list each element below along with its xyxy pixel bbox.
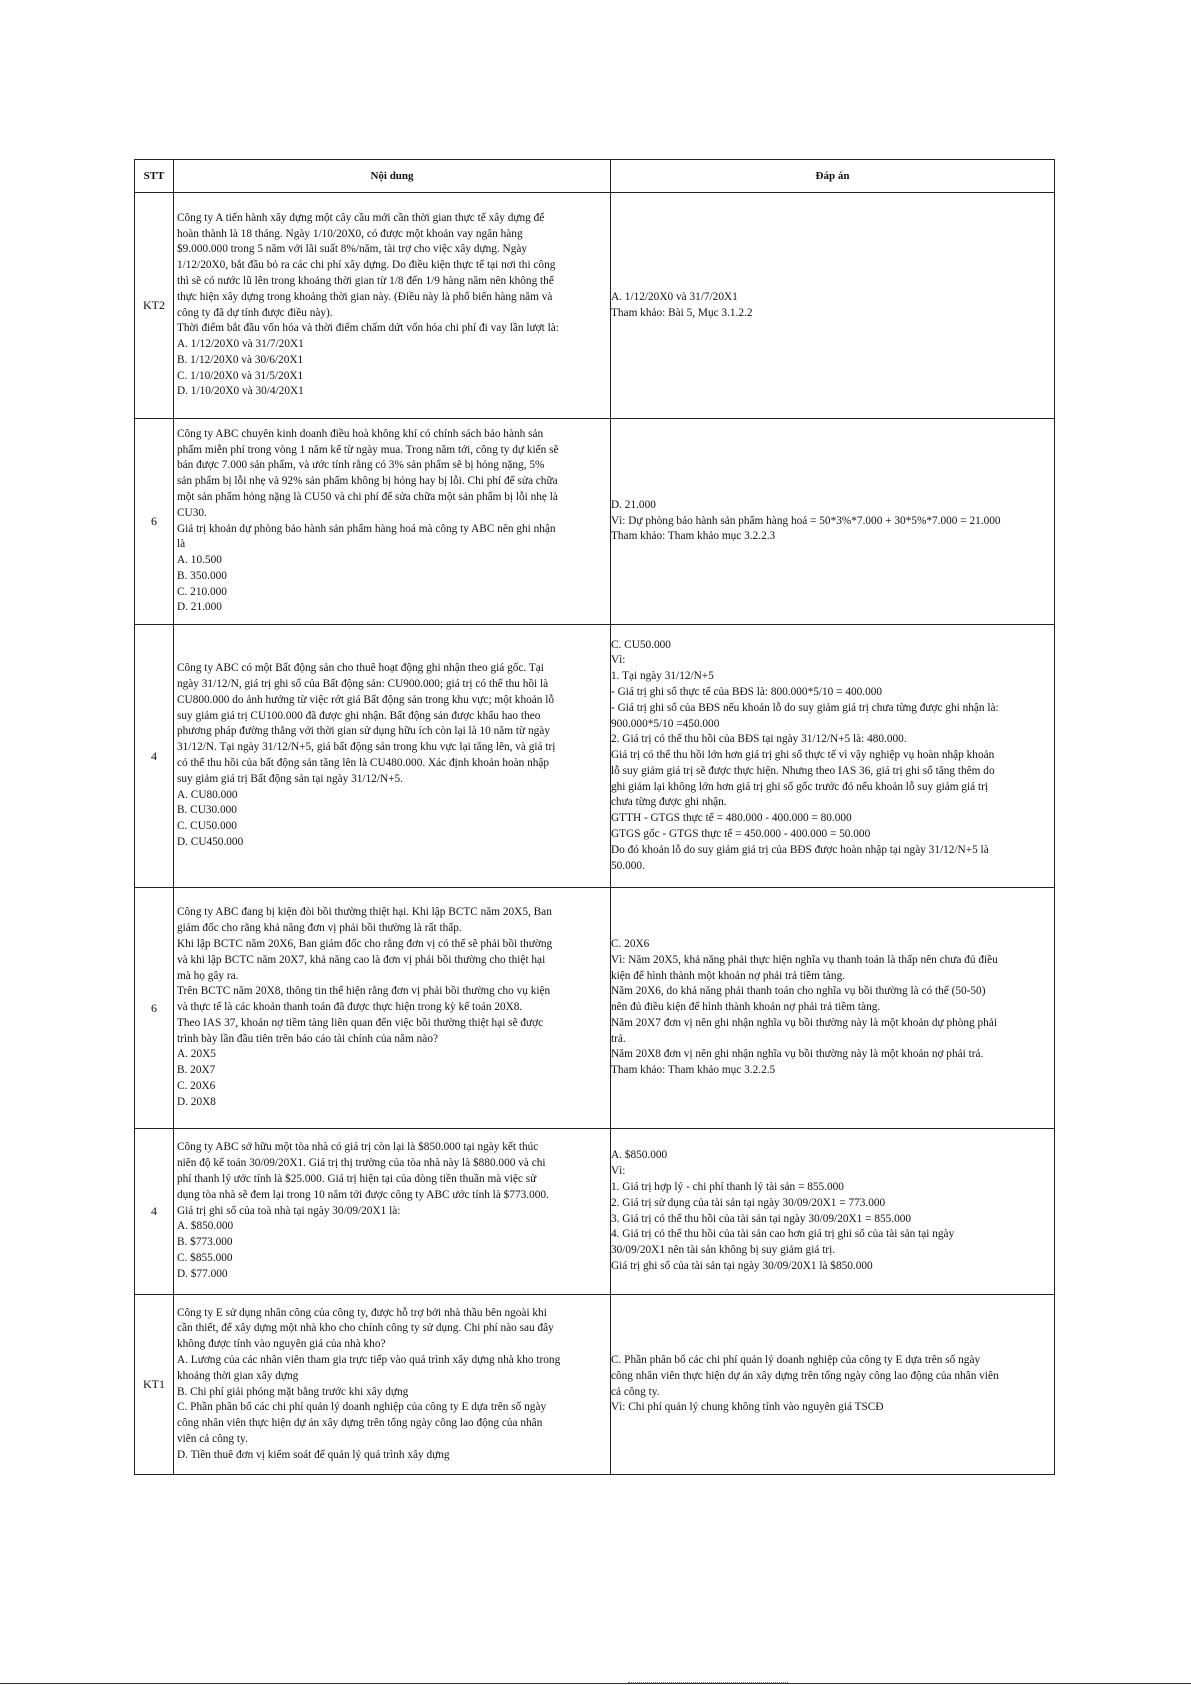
text-line: B. CU30.000 <box>177 804 237 817</box>
text-line: và khi lập BCTC năm 20X7, khả năng cao là đơn vị phải bồi thường cho thiệt hại <box>177 953 546 966</box>
text-line: C. $855.000 <box>177 1251 233 1264</box>
answer-cell <box>611 625 1055 888</box>
text-line: GTTH - GTGS thực tế = 480.000 - 400.000 = 80.000 <box>611 812 852 825</box>
text-line: Vì: Năm 20X5, khả năng phải thực hiện nghĩa vụ thanh toán là thấp nên chưa đủ điều <box>611 953 998 966</box>
row-stt: 4 <box>135 625 174 888</box>
text-line: phẩm miễn phí trong vòng 1 năm kể từ ngày mua. Trong năm tới, công ty dự kiến sẽ <box>177 443 559 456</box>
text-line: C. Phần phân bổ các chi phí quản lý doanh nghiệp của công ty E dựa trên số ngày <box>177 1401 547 1414</box>
table-row <box>135 419 1055 625</box>
text-line: Vì: <box>611 654 626 667</box>
table-row <box>135 193 1055 419</box>
text-line: C. CU50.000 <box>611 638 671 651</box>
text-line: Trên BCTC năm 20X8, thông tin thể hiện rằng đơn vị phải bồi thường cho vụ kiện <box>177 985 551 998</box>
text-line: Năm 20X7 đơn vị nên ghi nhận nghĩa vụ bồi thường này là một khoản dự phòng phải <box>611 1016 997 1029</box>
text-line: $9.000.000 trong 5 năm với lãi suất 8%/năm, tài trợ cho việc xây dựng. Ngày <box>177 243 528 256</box>
row-stt: 4 <box>135 1129 174 1295</box>
table-row <box>135 1129 1055 1295</box>
text-line: Công ty ABC đang bị kiện đòi bồi thường thiệt hại. Khi lập BCTC năm 20X5, Ban <box>177 906 552 919</box>
text-line: D. 1/10/20X0 và 30/4/20X1 <box>177 385 304 398</box>
table-row <box>135 1295 1055 1475</box>
text-line: chưa từng được ghi nhận. <box>611 796 727 809</box>
answer-cell <box>611 1295 1055 1475</box>
text-line: C. 20X6 <box>611 937 650 950</box>
text-line: Giá trị ghi sổ của tài sản tại ngày 30/09/20X1 là $850.000 <box>611 1259 873 1272</box>
answer-cell <box>611 1129 1055 1295</box>
text-line: kiện để hình thành một khoản nợ phải trả tiềm tàng. <box>611 969 846 982</box>
text-line: hoàn thành là 18 tháng. Ngày 1/10/20X0, có được một khoản vay ngân hàng <box>177 227 523 240</box>
text-line: Tham khảo: Tham khảo mục 3.2.2.5 <box>611 1064 776 1077</box>
text-line: nên đủ điều kiện để hình thành khoản nợ phải trả tiềm tàng. <box>611 1001 881 1014</box>
answer-cell <box>611 888 1055 1129</box>
text-line: lỗ suy giảm giá trị sẽ được thực hiện. Nhưng theo IAS 36, giá trị ghi sổ tăng thêm do <box>611 764 995 777</box>
text-line: CU30. <box>177 506 207 519</box>
text-line: và thực tế là các khoản thanh toán đã được thực hiện trong kỳ kế toán 20X8. <box>177 1001 523 1014</box>
row-stt: 6 <box>135 419 174 625</box>
text-line: D. Tiền thuê đơn vị kiểm soát để quản lý quá trình xây dựng <box>177 1448 450 1461</box>
text-line: Năm 20X8 đơn vị nên ghi nhận nghĩa vụ bồi thường này là một khoản nợ phải trả. <box>611 1048 984 1061</box>
text-line: thực hiện xây dựng trong khoảng thời gian này. (Điều này là phổ biến hàng năm và <box>177 290 553 303</box>
text-line: D. 21.000 <box>177 601 222 614</box>
text-line: B. 20X7 <box>177 1064 216 1077</box>
text-line: Công ty ABC chuyên kinh doanh điều hoà không khí có chính sách bảo hành sản <box>177 427 544 440</box>
text-line: Khi lập BCTC năm 20X6, Ban giám đốc cho rằng đơn vị có thể sẽ phải bồi thường <box>177 937 553 950</box>
text-line: Vì: Chi phí quản lý chung không tính vào nguyên giá TSCĐ <box>611 1401 884 1414</box>
text-line: B. 350.000 <box>177 569 227 582</box>
text-line: Năm 20X6, do khả năng phải thanh toán cho nghĩa vụ bồi thường là có thể (50-50) <box>611 985 986 998</box>
text-line: Theo IAS 37, khoản nợ tiềm tàng liên quan đến việc bồi thường thiệt hại sẽ được <box>177 1016 544 1029</box>
text-line: 4. Giá trị có thể thu hồi của tài sản cao hơn giá trị ghi sổ của tài sản tại ngày <box>611 1228 955 1241</box>
question-cell <box>174 888 611 1129</box>
text-line: Công ty A tiến hành xây dựng một cây cầu mới cần thời gian thực tế xây dựng để <box>177 211 545 224</box>
text-line: khoảng thời gian xây dựng <box>177 1369 299 1382</box>
row-stt: KT2 <box>135 193 174 419</box>
text-line: A. Lương của các nhân viên tham gia trực tiếp vào quá trình xây dựng nhà kho trong <box>177 1353 561 1366</box>
text-line: Công ty ABC sở hữu một tòa nhà có giá trị còn lại là $850.000 tại ngày kết thúc <box>177 1141 539 1154</box>
text-line: Tham khảo: Tham khảo mục 3.2.2.3 <box>611 530 776 543</box>
text-line: viên cả công ty. <box>177 1432 248 1445</box>
text-line: công ty đã dự tính được điều này). <box>177 306 333 319</box>
text-line: có thể thu hồi của bất động sản tăng lên là CU480.000. Xác định khoản hoàn nhập <box>177 757 550 769</box>
header-answer: Đáp án <box>611 160 1055 193</box>
text-line: niên độ kế toán 30/09/20X1. Giá trị thị trường của tòa nhà này là $880.000 và chi <box>177 1157 546 1170</box>
text-line: Thời điểm bắt đầu vốn hóa và thời điểm chấm dứt vốn hóa chi phí đi vay lần lượt là: <box>177 322 559 335</box>
text-line: A. 1/12/20X0 và 31/7/20X1 <box>177 338 304 351</box>
page-bottom-rule <box>0 1683 1191 1684</box>
text-line: 2. Giá trị có thể thu hồi của BĐS tại ngày 31/12/N+5 là: 480.000. <box>611 733 907 746</box>
qa-table <box>134 159 1055 1475</box>
text-line: giám đốc cho rằng khả năng đơn vị phải bồi thường là rất thấp. <box>177 922 462 935</box>
text-line: A. CU80.000 <box>177 788 238 801</box>
text-line: Vì: <box>611 1165 626 1178</box>
text-line: D. CU450.000 <box>177 835 244 848</box>
header-content: Nội dung <box>174 160 611 193</box>
text-line: suy giảm giá trị Bất động sản tại ngày 31/12/N+5. <box>177 772 404 785</box>
question-cell <box>174 1295 611 1475</box>
question-cell <box>174 193 611 419</box>
text-line: A. 10.500 <box>177 554 222 567</box>
text-line: công nhân viên thực hiện dự án xây dựng trên tổng ngày công lao động của nhân <box>177 1417 543 1430</box>
text-line: Do đó khoản lỗ do suy giảm giá trị của BĐS được hoàn nhập tại ngày 31/12/N+5 là <box>611 843 989 856</box>
text-line: D. $77.000 <box>177 1267 228 1280</box>
text-line: B. 1/12/20X0 và 30/6/20X1 <box>177 353 304 366</box>
text-line: C. CU50.000 <box>177 820 237 833</box>
question-cell <box>174 1129 611 1295</box>
text-line: mà họ gây ra. <box>177 969 239 982</box>
text-line: trả. <box>611 1032 626 1045</box>
text-line: Giá trị có thể thu hồi lớn hơn giá trị ghi sổ thực tế vì vậy nghiệp vụ hoàn nhập khoản <box>611 749 995 762</box>
text-line: bán được 7.000 sản phẩm, và ước tính rằng có 3% sản phẩm sẽ bị hỏng nặng, 5% <box>177 459 545 472</box>
text-line: 31/12/N. Tại ngày 31/12/N+5, giá bất động sản trong khu vực lại tăng lên, và giá trị <box>177 741 556 754</box>
text-line: C. Phần phân bổ các chi phí quản lý doanh nghiệp của công ty E dựa trên số ngày <box>611 1353 981 1366</box>
text-line: Công ty ABC có một Bất động sản cho thuê hoạt động ghi nhận theo giá gốc. Tại <box>177 662 544 675</box>
text-line: ngày 31/12/N, giá trị ghi sổ của Bất động sản: CU900.000; giá trị có thể thu hồi là <box>177 678 549 691</box>
answer-cell <box>611 419 1055 625</box>
question-cell <box>174 419 611 625</box>
text-line: cần thiết, để xây dựng một nhà kho cho chính công ty sử dụng. Chi phí nào sau đây <box>177 1322 554 1335</box>
header-stt: STT <box>135 160 174 193</box>
text-line: công nhân viên thực hiện dự án xây dựng trên tổng ngày công lao động của nhân viên <box>611 1369 999 1382</box>
text-line: A. $850.000 <box>611 1149 668 1162</box>
text-line: trình bày lần đầu tiên trên báo cáo tài chính của năm nào? <box>177 1032 438 1045</box>
text-line: C. 1/10/20X0 và 31/5/20X1 <box>177 369 304 382</box>
text-line: phương pháp đường thẳng với thời gian sử dụng hữu ích còn lại là 10 năm từ ngày <box>177 725 550 738</box>
text-line: ghi giảm lại không lớn hơn giá trị ghi sổ gốc trước đó nếu khoản lỗ suy giảm giá trị <box>611 780 989 793</box>
text-line: - Giá trị ghi sổ của BĐS nếu khoản lỗ do suy giảm giá trị chưa từng được ghi nhận là: <box>611 701 999 714</box>
table-header-row <box>135 160 1055 193</box>
text-line: Tham khảo: Bài 5, Mục 3.1.2.2 <box>611 306 753 319</box>
question-cell <box>174 625 611 888</box>
text-line: A. 1/12/20X0 và 31/7/20X1 <box>611 290 738 303</box>
text-line: 30/09/20X1 nên tài sản không bị suy giảm giá trị. <box>611 1244 836 1257</box>
text-line: A. 20X5 <box>177 1048 216 1061</box>
text-line: 1/12/20X0, bắt đầu bỏ ra các chi phí xây dựng. Do điều kiện thực tế tại nơi thi công <box>177 259 556 272</box>
text-line: 1. Tại ngày 31/12/N+5 <box>611 670 714 683</box>
text-line: không được tính vào nguyên giá của nhà kho? <box>177 1338 386 1351</box>
text-line: 900.000*5/10 =450.000 <box>611 717 720 730</box>
text-line: - Giá trị ghi sổ thực tế của BĐS là: 800.000*5/10 = 400.000 <box>611 685 883 698</box>
text-line: Vì: Dự phòng bảo hành sản phẩm hàng hoá = 50*3%*7.000 + 30*5%*7.000 = 21.000 <box>611 514 1001 527</box>
text-line: Giá trị ghi sổ của toà nhà tại ngày 30/09/20X1 là: <box>177 1204 401 1217</box>
answer-cell <box>611 193 1055 419</box>
text-line: Công ty E sử dụng nhân công của công ty, được hỗ trợ bởi nhà thầu bên ngoài khi <box>177 1306 547 1319</box>
text-line: C. 210.000 <box>177 585 227 598</box>
text-line: D. 20X8 <box>177 1095 216 1108</box>
text-line: B. $773.000 <box>177 1236 233 1249</box>
text-line: sản phẩm bị lỗi nhẹ và 92% sản phẩm không bị hỏng hay bị lỗi. Chi phí để sửa chữa <box>177 475 558 488</box>
text-line: 50.000. <box>611 859 645 872</box>
text-line: là <box>177 538 186 551</box>
text-line: CU800.000 do ảnh hưởng từ việc rớt giá Bất động sản trong khu vực; một khoản lỗ <box>177 693 555 706</box>
text-line: C. 20X6 <box>177 1080 216 1093</box>
text-line: thì sẽ có nước lũ lên trong khoảng thời gian từ 1/8 đến 1/9 hàng năm nên không thể <box>177 274 554 287</box>
text-line: 1. Giá trị hợp lý - chi phí thanh lý tài sản = 855.000 <box>611 1180 844 1193</box>
row-stt: 6 <box>135 888 174 1129</box>
text-line: A. $850.000 <box>177 1220 234 1233</box>
text-line: GTGS gốc - GTGS thực tế = 450.000 - 400.000 = 50.000 <box>611 828 871 841</box>
row-stt: KT1 <box>135 1295 174 1475</box>
text-line: 3. Giá trị có thể thu hồi của tài sản tại ngày 30/09/20X1 = 855.000 <box>611 1212 912 1225</box>
table-row <box>135 888 1055 1129</box>
table-row <box>135 625 1055 888</box>
text-line: D. 21.000 <box>611 498 656 511</box>
text-line: B. Chi phí giải phóng mặt bằng trước khi xây dựng <box>177 1385 409 1398</box>
text-line: 2. Giá trị sử dụng của tài sản tại ngày 30/09/20X1 = 773.000 <box>611 1196 886 1209</box>
text-line: Giá trị khoản dự phòng bảo hành sản phẩm hàng hoá mà công ty ABC nên ghi nhận <box>177 522 556 535</box>
text-line: dụng tòa nhà sẽ đem lại trong 10 năm tới được công ty ABC ước tính là $773.000. <box>177 1188 549 1201</box>
text-line: suy giảm giá trị CU100.000 đã được ghi nhận. Bất động sản được khấu hao theo <box>177 709 541 722</box>
text-line: cả công ty. <box>611 1385 660 1398</box>
text-line: một sản phẩm hỏng nặng là CU50 và chi phí để sửa chữa một sản phẩm bị lỗi nhẹ là <box>177 490 558 503</box>
text-line: phí thanh lý ước tính là $25.000. Giá trị hiện tại của dòng tiền thuần mà việc sử <box>177 1173 537 1185</box>
